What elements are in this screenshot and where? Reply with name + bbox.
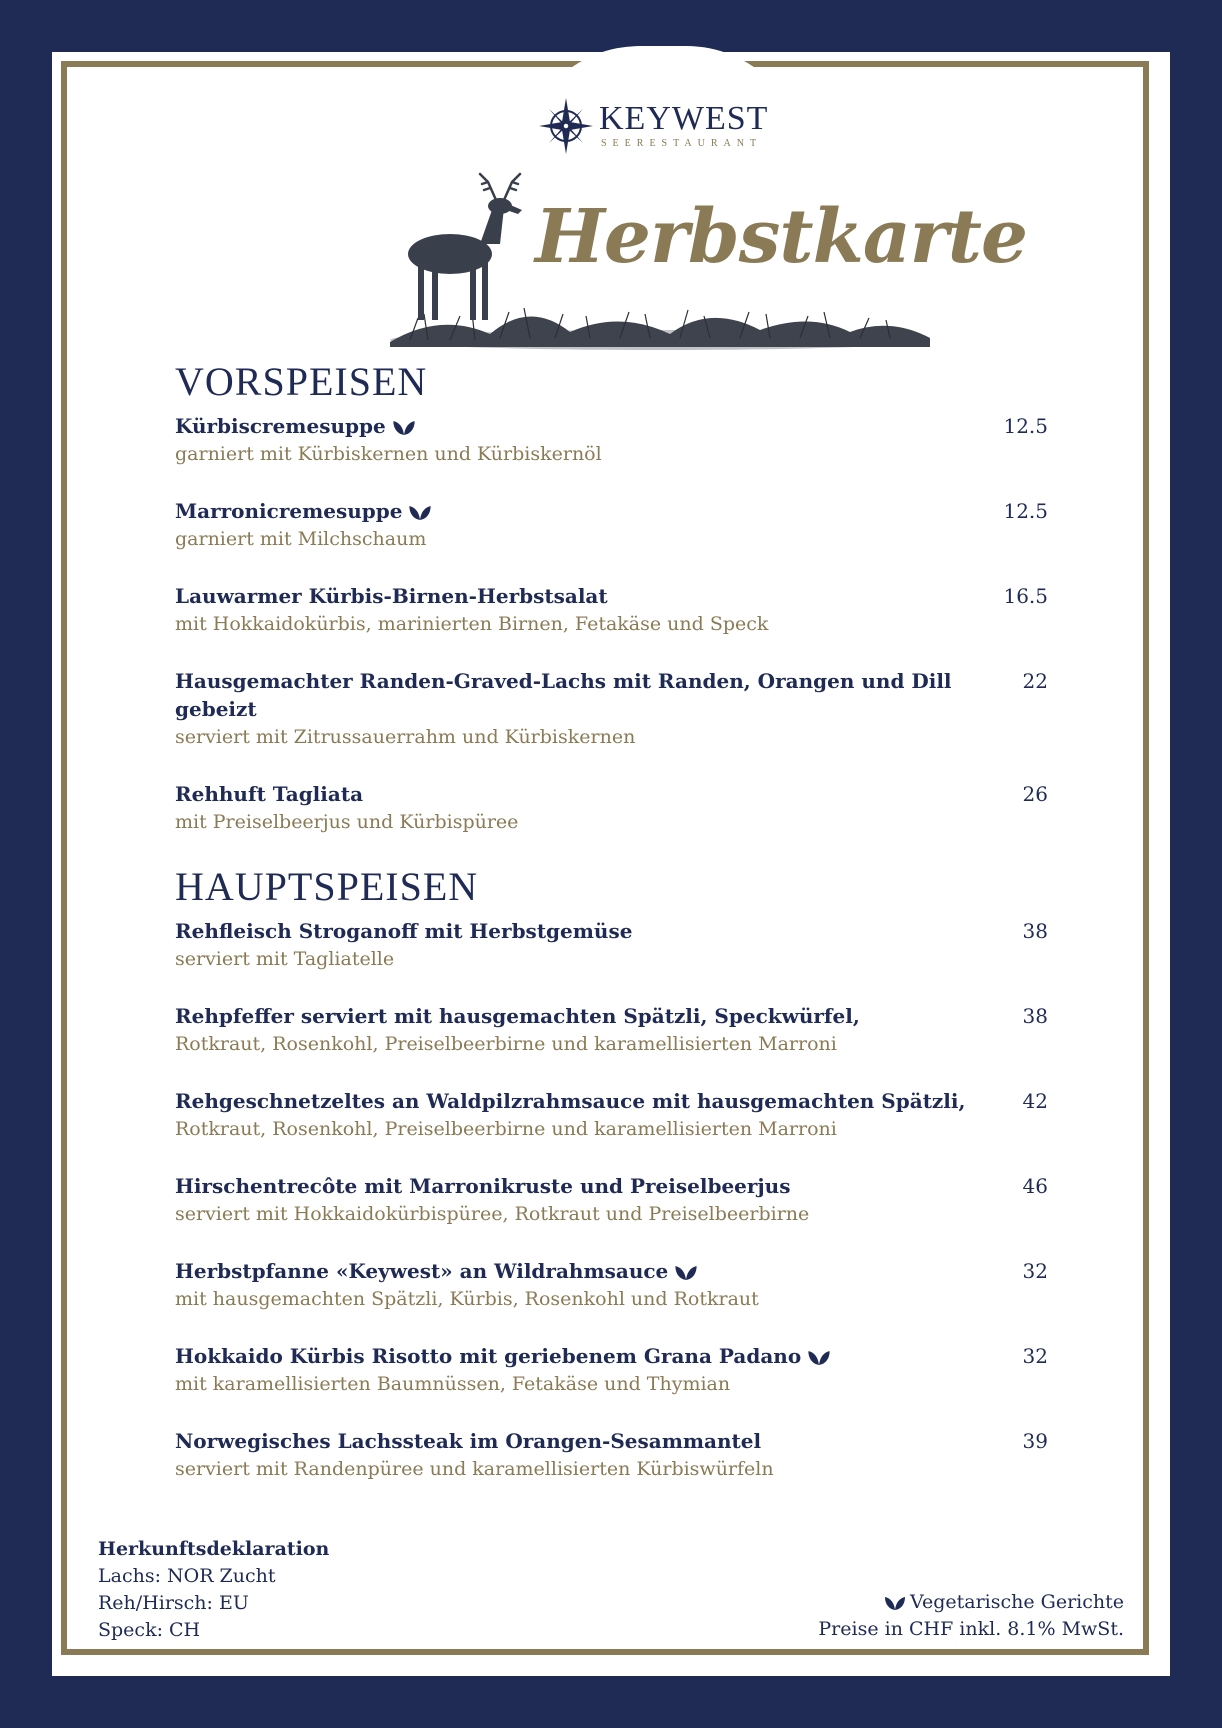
menu-item-name-text: Hirschentrecôte mit Marronikruste und Preiselbeerjus bbox=[175, 1174, 791, 1198]
menu-item-price: 32 bbox=[1022, 1259, 1048, 1283]
menu-item-description: mit hausgemachten Spätzli, Kürbis, Rosenkohl und Rotkraut bbox=[175, 1288, 759, 1310]
menu-item-name-text: Lauwarmer Kürbis-Birnen-Herbstsalat bbox=[175, 584, 608, 608]
leaf-icon bbox=[674, 1264, 698, 1281]
menu-item-price: 26 bbox=[1022, 782, 1048, 806]
menu-item-name bbox=[175, 1342, 1048, 1370]
menu-item-name-text: Hausgemachter Randen-Graved-Lachs mit Randen, Orangen und Dill gebeizt bbox=[175, 669, 952, 721]
menu-item-name bbox=[175, 1257, 1048, 1285]
section-title-vorspeisen: VORSPEISEN bbox=[175, 359, 428, 404]
menu-item-name bbox=[175, 412, 1048, 440]
menu-item bbox=[175, 412, 1048, 468]
menu-item bbox=[175, 1257, 1048, 1313]
hero bbox=[380, 172, 1028, 362]
menu-item-description: serviert mit Randenpüree und karamellisierten Kürbiswürfeln bbox=[175, 1458, 774, 1480]
origin-title: Herkunftsdeklaration bbox=[98, 1538, 330, 1560]
menu-item-name-text: Marronicremesuppe bbox=[175, 499, 403, 523]
origin-line: Lachs: NOR Zucht bbox=[98, 1565, 276, 1587]
menu-item bbox=[175, 582, 1048, 638]
menu-page bbox=[52, 52, 1170, 1676]
menu-item bbox=[175, 917, 1048, 973]
origin-line: Reh/Hirsch: EU bbox=[98, 1592, 249, 1614]
menu-item-name bbox=[175, 917, 1048, 945]
menu-item-description: mit Preiselbeerjus und Kürbispüree bbox=[175, 811, 519, 833]
menu-item-name bbox=[175, 780, 1048, 808]
menu-item bbox=[175, 1087, 1048, 1143]
menu-item-name bbox=[175, 582, 1048, 610]
menu-item-price: 32 bbox=[1022, 1344, 1048, 1368]
menu-item bbox=[175, 497, 1048, 553]
menu-item bbox=[175, 1427, 1048, 1483]
menu-item-name bbox=[175, 1002, 1048, 1030]
menu-item-name bbox=[175, 1087, 1048, 1115]
vorspeisen-list bbox=[175, 412, 1048, 836]
menu-item-description: garniert mit Kürbiskernen und Kürbiskernöl bbox=[175, 443, 602, 465]
logo bbox=[537, 96, 787, 156]
menu-item-name-text: Hokkaido Kürbis Risotto mit geriebenem Grana Padano bbox=[175, 1344, 802, 1368]
veg-legend bbox=[818, 1589, 1124, 1616]
menu-item bbox=[175, 780, 1048, 836]
leaf-icon bbox=[392, 419, 416, 436]
menu-item-name-text: Rehfleisch Stroganoff mit Herbstgemüse bbox=[175, 919, 633, 943]
leaf-icon bbox=[408, 504, 432, 521]
menu-item-name-text: Kürbiscremesuppe bbox=[175, 414, 386, 438]
origin-line: Speck: CH bbox=[98, 1619, 201, 1641]
menu-item-name-text: Rehhuft Tagliata bbox=[175, 782, 364, 806]
logo-name: KEYWEST bbox=[599, 100, 769, 137]
menu-item-price: 22 bbox=[1022, 669, 1048, 693]
menu-item-price: 16.5 bbox=[1003, 584, 1048, 608]
menu-item bbox=[175, 667, 1048, 751]
menu-item bbox=[175, 1002, 1048, 1058]
menu-item-name-text: Rehgeschnetzeltes an Waldpilzrahmsauce mit hausgemachten Spätzli, bbox=[175, 1089, 966, 1113]
menu-item-price: 38 bbox=[1022, 919, 1048, 943]
menu-item-name-text: Rehpfeffer serviert mit hausgemachten Spätzli, Speckwürfel, bbox=[175, 1004, 860, 1028]
menu-item-description: garniert mit Milchschaum bbox=[175, 528, 427, 550]
menu-item-description: serviert mit Tagliatelle bbox=[175, 948, 395, 970]
menu-item-name-text: Herbstpfanne «Keywest» an Wildrahmsauce bbox=[175, 1259, 669, 1283]
menu-content bbox=[175, 360, 1048, 1512]
menu-item bbox=[175, 1342, 1048, 1398]
price-note: Preise in CHF inkl. 8.1% MwSt. bbox=[818, 1618, 1124, 1640]
menu-item-description: serviert mit Zitrussauerrahm und Kürbiskernen bbox=[175, 726, 636, 748]
section-title-hauptspeisen: HAUPTSPEISEN bbox=[175, 864, 479, 909]
menu-item-description: mit Hokkaidokürbis, marinierten Birnen, Fetakäse und Speck bbox=[175, 613, 769, 635]
menu-item-description: mit karamellisierten Baumnüssen, Fetakäse und Thymian bbox=[175, 1373, 731, 1395]
leaf-icon bbox=[884, 1595, 906, 1611]
menu-item-name bbox=[175, 667, 1048, 723]
menu-item-description: serviert mit Hokkaidokürbispüree, Rotkraut und Preiselbeerbirne bbox=[175, 1203, 810, 1225]
menu-item-price: 39 bbox=[1022, 1429, 1048, 1453]
logo-subtitle: SEERESTAURANT bbox=[601, 138, 763, 149]
menu-item-price: 42 bbox=[1022, 1089, 1048, 1113]
menu-item-price: 46 bbox=[1022, 1174, 1048, 1198]
menu-item-price: 12.5 bbox=[1003, 499, 1048, 523]
menu-item-name bbox=[175, 1172, 1048, 1200]
origin-declaration bbox=[98, 1536, 329, 1644]
compass-rose-icon bbox=[537, 96, 595, 156]
legend bbox=[818, 1589, 1124, 1643]
menu-item-price: 12.5 bbox=[1003, 414, 1048, 438]
menu-item-description: Rotkraut, Rosenkohl, Preiselbeerbirne und karamellisierten Marroni bbox=[175, 1118, 837, 1140]
hauptspeisen-list bbox=[175, 917, 1048, 1483]
menu-item-description: Rotkraut, Rosenkohl, Preiselbeerbirne und karamellisierten Marroni bbox=[175, 1033, 837, 1055]
menu-title: Herbstkarte bbox=[535, 194, 1028, 280]
menu-item-price: 38 bbox=[1022, 1004, 1048, 1028]
menu-item bbox=[175, 1172, 1048, 1228]
veg-legend-label: Vegetarische Gerichte bbox=[909, 1591, 1124, 1613]
menu-item-name-text: Norwegisches Lachssteak im Orangen-Sesammantel bbox=[175, 1429, 762, 1453]
leaf-icon bbox=[807, 1349, 831, 1366]
menu-item-name bbox=[175, 497, 1048, 525]
menu-item-name bbox=[175, 1427, 1048, 1455]
